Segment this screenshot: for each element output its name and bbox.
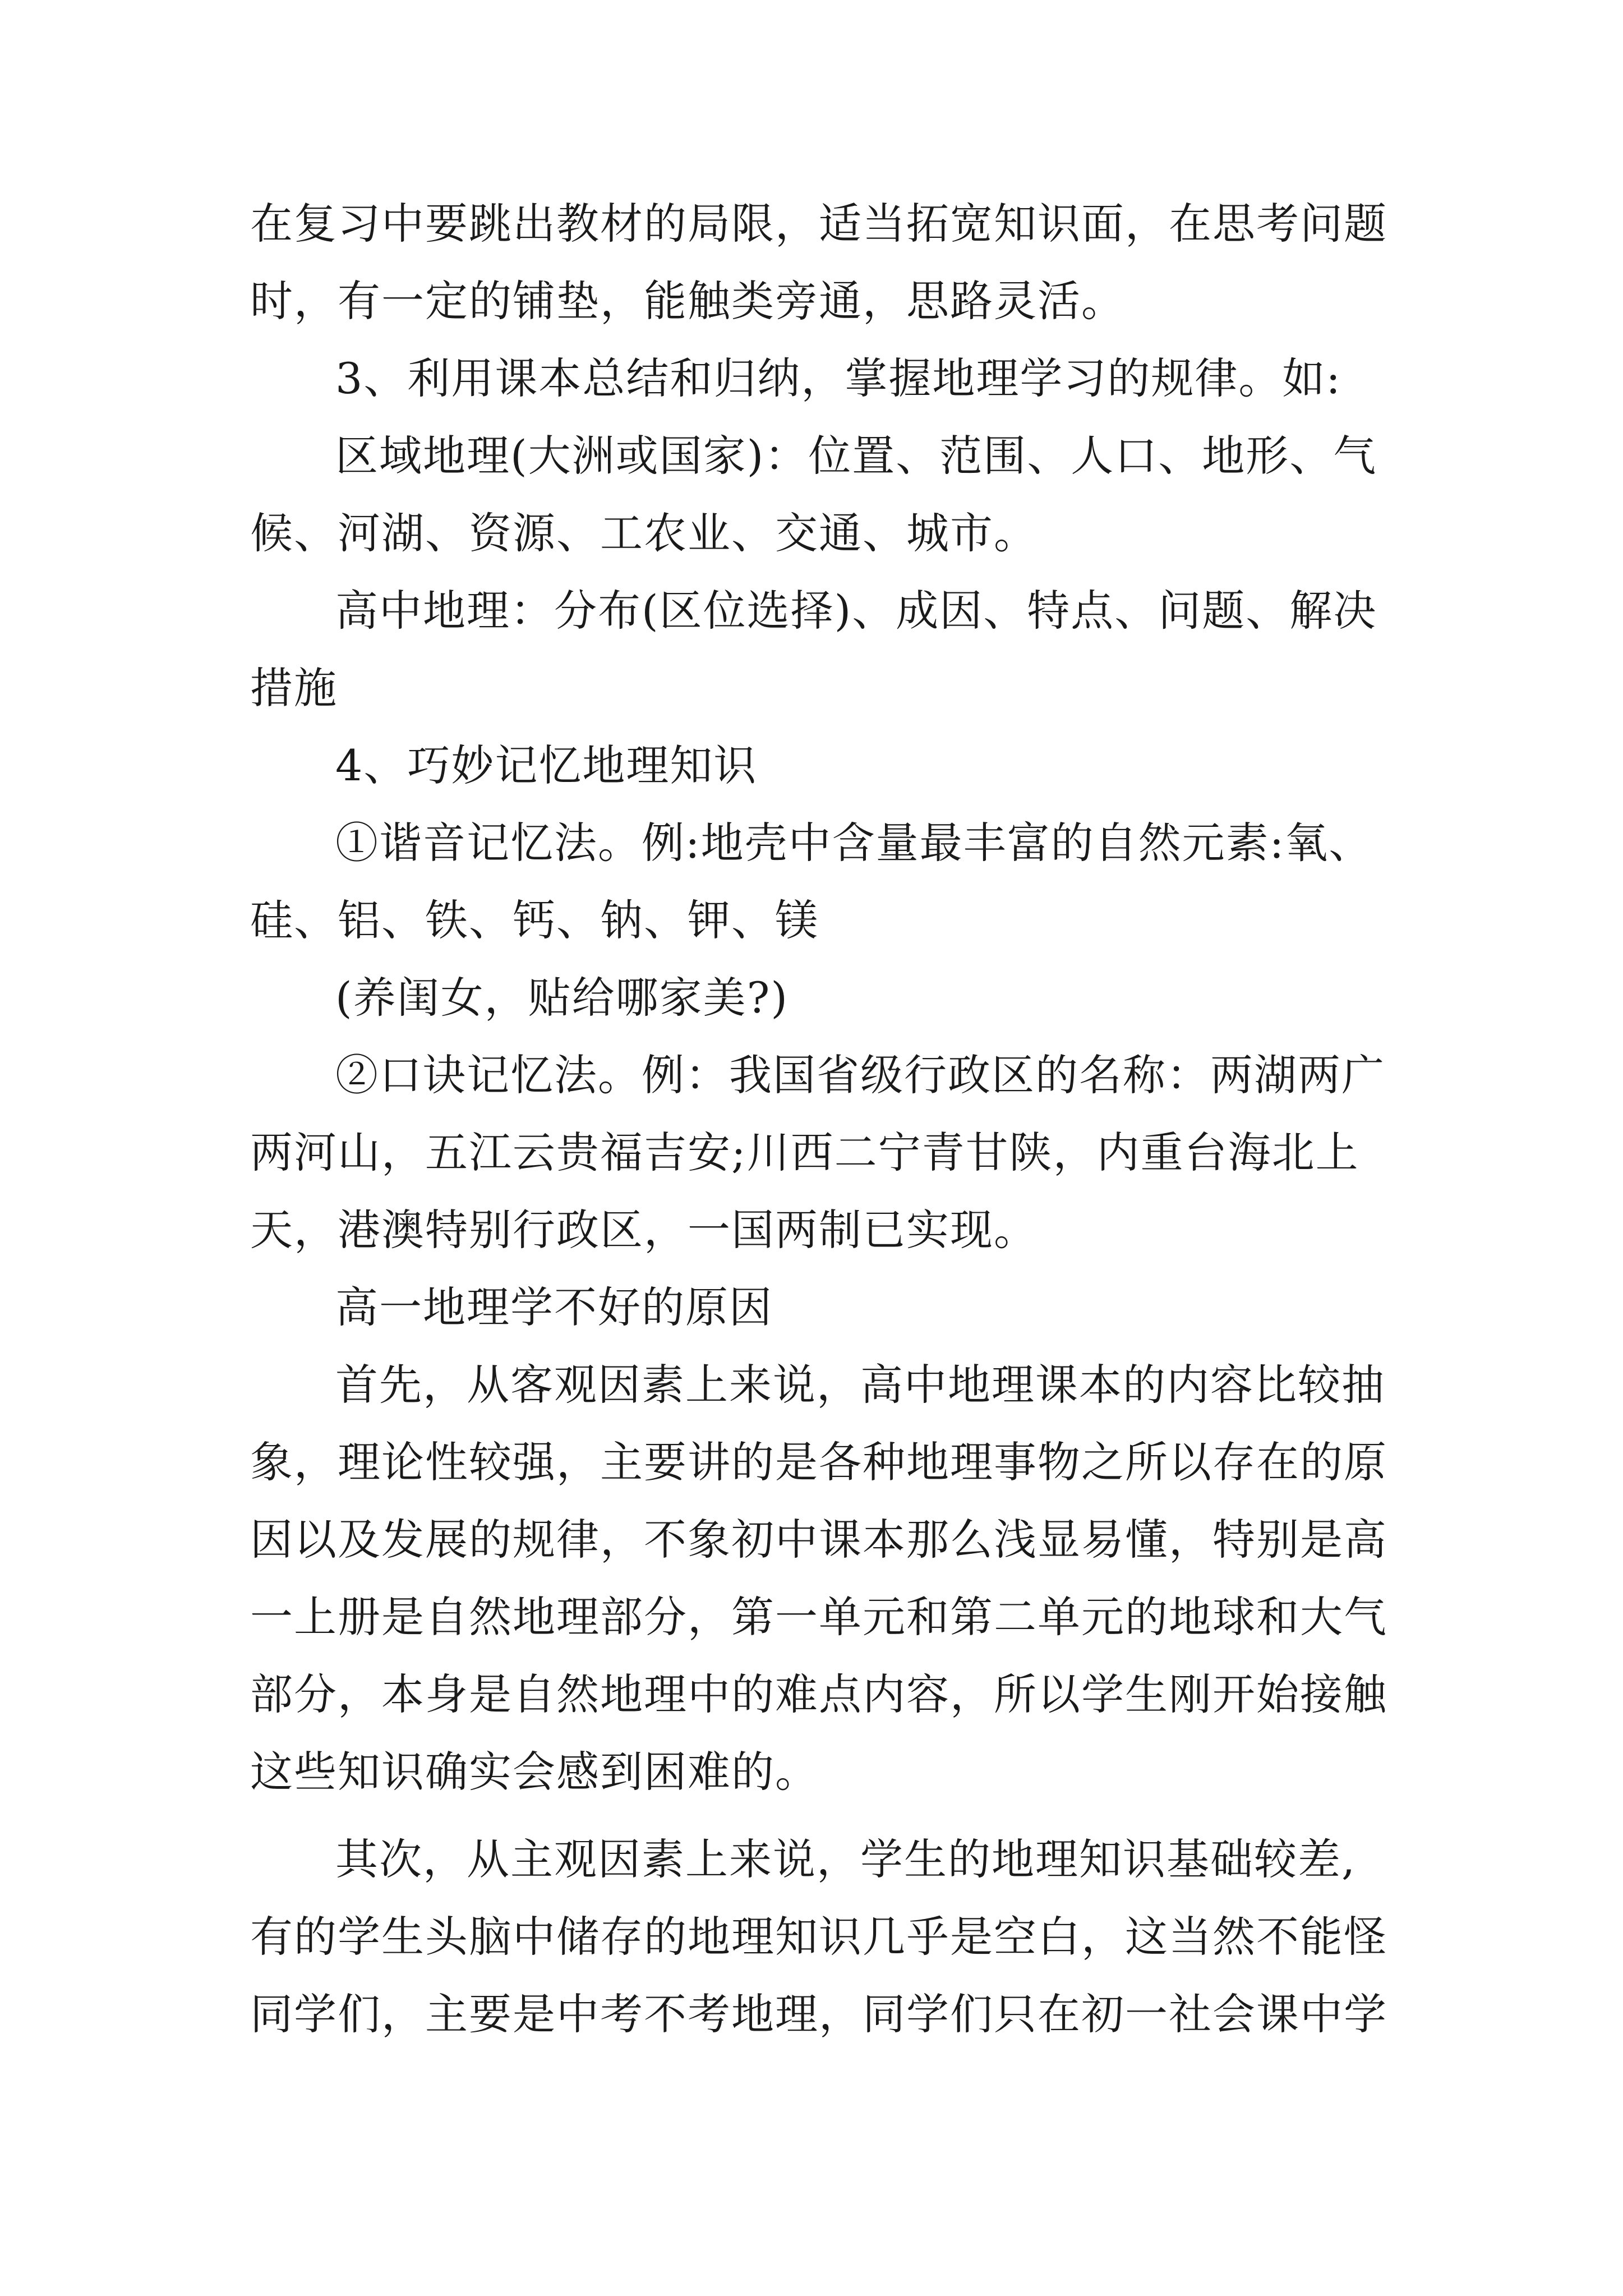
text-line: 一上册是自然地理部分，第一单元和第二单元的地球和大气 (250, 1592, 1387, 1642)
text-line: 这些知识确实会感到困难的。 (250, 1747, 819, 1797)
text-line: 因以及发展的规律，不象初中课本那么浅显易懂，特别是高 (250, 1515, 1387, 1565)
text-line: ②口诀记忆法。例：我国省级行政区的名称：两湖两广 (335, 1050, 1385, 1100)
text-line: 两河山，五江云贵福吉安;川西二宁青甘陕，内重台海北上 (250, 1128, 1359, 1177)
text-line: 硅、铝、铁、钙、钠、钾、镁 (250, 895, 819, 945)
text-line: 在复习中要跳出教材的局限，适当拓宽知识面，在思考问题 (250, 199, 1387, 249)
text-line: 天，港澳特别行政区，一国两制已实现。 (250, 1205, 1038, 1255)
text-line: 部分，本身是自然地理中的难点内容，所以学生刚开始接触 (250, 1669, 1387, 1719)
text-line: 高一地理学不好的原因 (335, 1282, 773, 1332)
text-line: 有的学生头脑中储存的地理知识几乎是空白，这当然不能怪 (250, 1912, 1387, 1962)
text-line: 3、利用课本总结和归纳，掌握地理学习的规律。如: (335, 353, 1341, 403)
body-text (250, 185, 1387, 2053)
text-line: 区域地理(大洲或国家)：位置、范围、人口、地形、气 (335, 431, 1377, 481)
text-line: 4、巧妙记忆地理知识 (335, 740, 758, 790)
text-line: 首先，从客观因素上来说，高中地理课本的内容比较抽 (335, 1360, 1385, 1410)
text-line: ①谐音记忆法。例:地壳中含量最丰富的自然元素:氧、 (335, 818, 1373, 868)
text-line: (养闺女，贴给哪家美?) (335, 973, 789, 1023)
text-line: 措施 (250, 663, 338, 713)
text-line: 其次，从主观因素上来说，学生的地理知识基础较差, (335, 1834, 1357, 1884)
text-line: 同学们，主要是中考不考地理，同学们只在初一社会课中学 (250, 1989, 1387, 2039)
text-line: 候、河湖、资源、工农业、交通、城市。 (250, 508, 1038, 558)
text-line: 时，有一定的铺垫，能触类旁通，思路灵活。 (250, 276, 1125, 326)
text-line: 高中地理：分布(区位选择)、成因、特点、问题、解决 (335, 586, 1377, 636)
text-line: 象，理论性较强，主要讲的是各种地理事物之所以存在的原 (250, 1437, 1387, 1487)
